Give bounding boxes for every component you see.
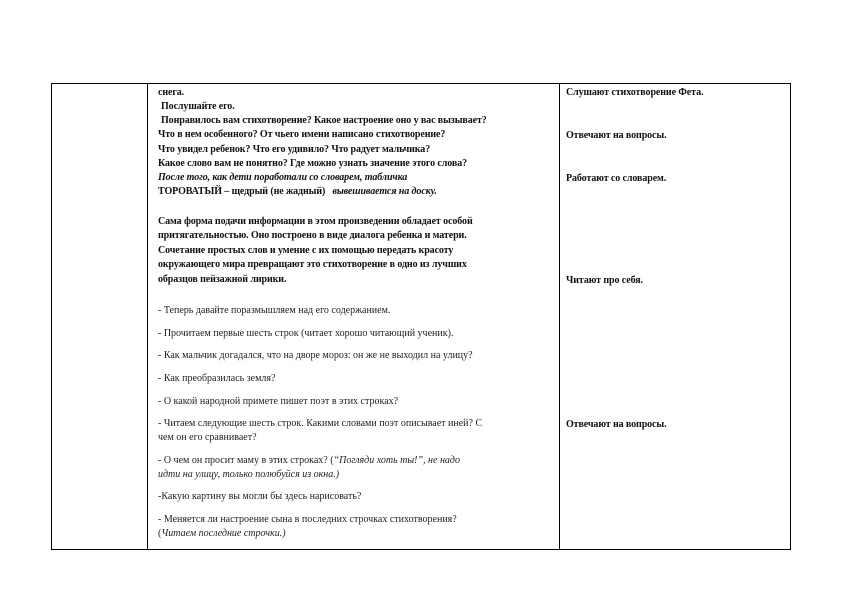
question-text: - О чем он просит маму в этих строках? ( [158, 455, 334, 466]
question-line: - Меняется ли настроение сына в последних строчках стихотворения? [158, 514, 457, 525]
question-line: - Читаем следующие шесть строк. Какими словами поэт описывает иней? С [158, 418, 483, 429]
column-divider [559, 84, 560, 549]
vocabulary-card-note: вывешивается на доску. [332, 186, 437, 197]
student-activity: Отвечают на вопросы. [566, 130, 667, 141]
teacher-paragraph-line: образцов пейзажной лирики. [158, 274, 287, 285]
question-text: ( [158, 528, 162, 539]
question-hint: “Погляди хоть ты!”, не надо [333, 455, 460, 466]
teacher-text-line: Что увидел ребенок? Что его удивило? Что радует мальчика? [158, 144, 431, 155]
teacher-text-line: Понравилось вам стихотворение? Какое настроение оно у вас вызывает? [161, 115, 487, 126]
teacher-text-line: Что в нем особенного? От чьего имени написано стихотворение? [158, 129, 446, 140]
teacher-paragraph-line: Сочетание простых слов и умение с их помощью передать красоту [158, 245, 454, 256]
question-line [158, 455, 460, 467]
teacher-paragraph-line: Сама форма подачи информации в этом произведении обладает особой [158, 216, 473, 227]
question-hint: Читаем последние строчки.) [161, 528, 286, 539]
lesson-table [51, 83, 791, 550]
question-line: - Теперь давайте поразмышляем над его содержанием. [158, 305, 391, 316]
question-line: идти на улицу, только полюбуйся из окна.) [158, 469, 340, 480]
teacher-paragraph-line: окружающего мира превращают это стихотворение в одно из лучших [158, 259, 467, 270]
question-line: - О какой народной примете пишет поэт в этих строках? [158, 396, 399, 407]
teacher-text-line: После того, как дети поработали со словарем, табличка [158, 172, 408, 183]
teacher-text-line: снега. [158, 87, 185, 98]
question-line: - Как мальчик догадался, что на дворе мороз: он же не выходил на улицу? [158, 350, 473, 361]
teacher-paragraph-line: притягательностью. Оно построено в виде диалога ребенка и матери. [158, 230, 467, 241]
column-divider [147, 84, 148, 549]
student-activity: Читают про себя. [566, 275, 643, 286]
teacher-text-line: Послушайте его. [161, 101, 235, 112]
question-line: - Прочитаем первые шесть строк (читает хорошо читающий ученик). [158, 328, 454, 339]
teacher-text-line [158, 186, 437, 198]
question-line: -Какую картину вы могли бы здесь нарисовать? [158, 491, 362, 502]
teacher-text-line: Какое слово вам не понятно? Где можно узнать значение этого слова? [158, 158, 468, 169]
student-activity: Отвечают на вопросы. [566, 419, 667, 430]
vocabulary-card-text: ТОРОВАТЫЙ – щедрый (не жадный) [158, 186, 326, 197]
question-line: чем он его сравнивает? [158, 432, 257, 443]
question-line: - Как преобразилась земля? [158, 373, 276, 384]
student-activity: Работают со словарем. [566, 173, 667, 184]
student-activity: Слушают стихотворение Фета. [566, 87, 704, 98]
question-line [158, 528, 286, 540]
